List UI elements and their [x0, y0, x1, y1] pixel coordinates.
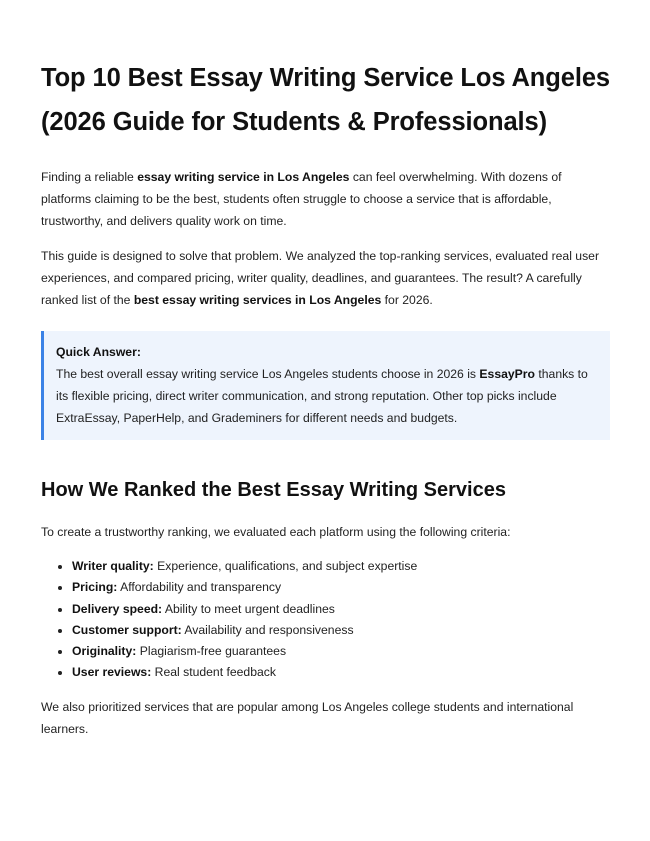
criteria-label: Pricing: — [72, 580, 118, 595]
criteria-list — [41, 556, 610, 684]
criteria-label: Delivery speed: — [72, 601, 163, 616]
criteria-text: Plagiarism-free guarantees — [136, 644, 287, 659]
list-item — [72, 599, 610, 620]
list-item — [72, 662, 610, 683]
criteria-label: Writer quality: — [72, 559, 154, 573]
quick-answer-callout — [41, 331, 610, 440]
intro-2-text-end: for 2026. — [381, 293, 433, 307]
intro-1-text-end: can feel overwhelming. With dozens of platforms claiming to be the best, students often struggle to choose a service that is affordable, trustworthy, and delivers quality work on time. — [41, 170, 562, 228]
criteria-label: Customer support: — [72, 622, 182, 637]
criteria-text: Experience, qualifications, and subject expertise — [153, 559, 418, 573]
criteria-text: Ability to meet urgent deadlines — [162, 601, 335, 616]
section-heading: How We Ranked the Best Essay Writing Services — [41, 479, 506, 501]
intro-paragraph-2 — [41, 245, 610, 311]
quick-answer-title: Quick Answer: — [56, 345, 141, 359]
criteria-text: Affordability and transparency — [117, 580, 282, 595]
section-intro: To create a trustworthy ranking, we evaluated each platform using the following criteria: — [41, 525, 511, 539]
quick-answer-text-start: The best overall essay writing service Los Angeles students choose in 2026 is — [56, 367, 480, 381]
page-title: Top 10 Best Essay Writing Service Los Angeles (2026 Guide for Students & Professionals) — [41, 64, 610, 136]
criteria-label: User reviews: — [72, 665, 152, 680]
intro-1-text-start: Finding a reliable — [41, 170, 138, 184]
intro-2-keyword: best essay writing services in Los Angeles — [133, 293, 382, 307]
criteria-text: Real student feedback — [151, 665, 276, 680]
list-item — [72, 620, 610, 641]
quick-answer-text-end: thanks to its flexible pricing, direct writer communication, and strong reputation. Other top picks include ExtraEssay, PaperHelp, and Grademiners for different needs and budgets. — [56, 367, 588, 425]
intro-paragraph-1 — [41, 166, 610, 232]
closing-paragraph: We also prioritized services that are popular among Los Angeles college students and international learners. — [41, 699, 574, 736]
list-item — [72, 556, 610, 577]
intro-1-keyword: essay writing service in Los Angeles — [137, 170, 350, 184]
quick-answer-top-pick: EssayPro — [479, 367, 535, 381]
list-item — [72, 577, 610, 598]
criteria-label: Originality: — [72, 644, 137, 659]
quick-answer-text — [56, 363, 598, 429]
list-item — [72, 641, 610, 662]
intro-2-text-start: This guide is designed to solve that problem. We analyzed the top-ranking services, evaluated real user experiences, and compared pricing, writer quality, deadlines, and guarantees. The result? A carefully ranked list of the — [41, 249, 600, 307]
criteria-text: Availability and responsiveness — [181, 622, 354, 637]
